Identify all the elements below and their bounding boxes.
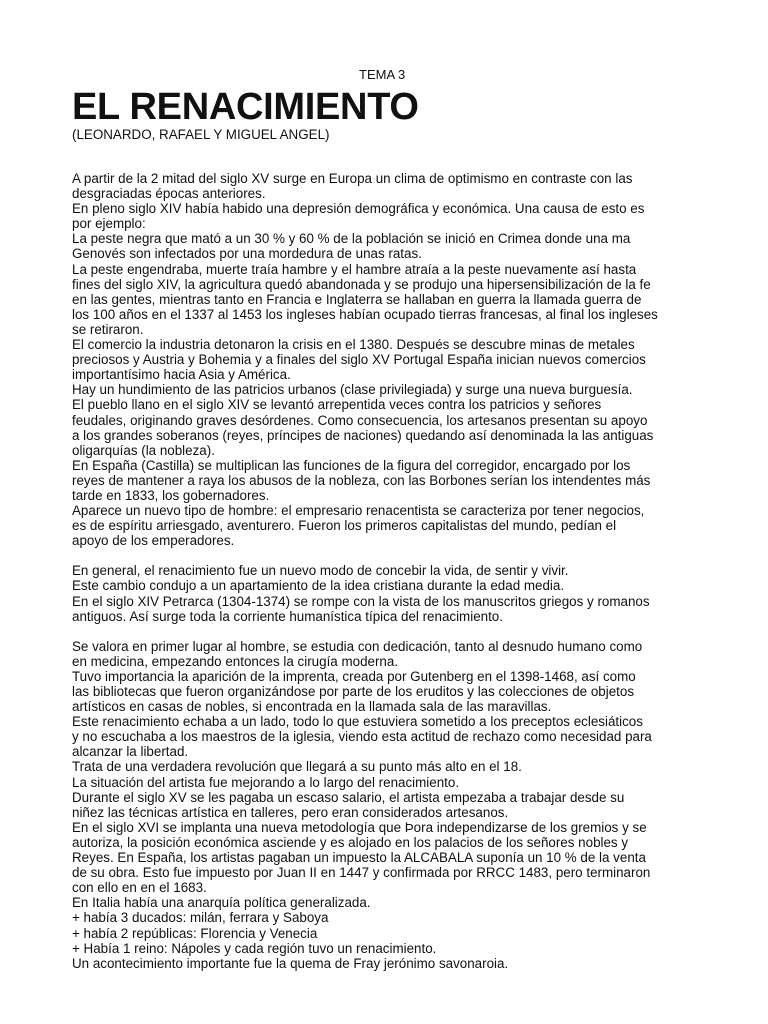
text-line: las bibliotecas que fueron organizándose por parte de los eruditos y las colecciones de objetos	[72, 684, 635, 699]
text-line: tarde en 1833, los gobernadores.	[72, 487, 270, 503]
text-line: El comercio la industria detonaron la crisis en el 1380. Después se descubre minas de metales	[72, 337, 635, 353]
text-line: a los grandes soberanos (reyes, príncipes de naciones) quedando así denominada la las antiguas	[72, 427, 654, 443]
text-line: En pleno siglo XIV había habido una depresión demográfica y económica. Una causa de esto es	[72, 201, 645, 217]
text-line: La peste engendraba, muerte traía hambre y el hambre atraía a la peste nuevamente así hasta	[72, 261, 637, 277]
paragraph-gap	[72, 548, 702, 563]
text-line: Durante el siglo XV se les pagaba un escaso salario, el artista empezaba a trabajar desde su	[72, 789, 625, 805]
text-line: artísticos en casas de nobles, si encontrada en la llamada sala de las maravillas.	[72, 699, 552, 715]
text-line: Genovés son infectados por una mordedura de unas ratas.	[72, 246, 422, 262]
text-line: alcanzar la libertad.	[72, 744, 189, 760]
text-line: En España (Castilla) se multiplican las funciones de la figura del corregidor, encargado por los	[72, 457, 631, 473]
text-line: se retiraron.	[72, 321, 144, 337]
text-line: La situación del artista fue mejorando a lo largo del renacimiento.	[72, 774, 460, 790]
text-line: En el siglo XIV Petrarca (1304-1374) se rompe con la vista de los manuscritos griegos y romanos	[72, 593, 650, 609]
text-line: En general, el renacimiento fue un nuevo modo de concebir la vida, de sentir y vivir.	[72, 563, 569, 579]
text-line: desgraciadas épocas anteriores.	[72, 186, 266, 202]
text-line: En el siglo XVI se implanta una nueva metodología que Þora independizarse de los gremios y se	[72, 819, 647, 835]
text-line: de su obra. Esto fue impuesto por Juan II en 1447 y confirmada por RRCC 1483, pero terminaron	[72, 865, 651, 881]
text-line: + había 2 repúblicas: Florencia y Venecia	[72, 925, 318, 941]
text-line: Hay un hundimiento de las patricios urbanos (clase privilegiada) y surge una nueva burguesía.	[72, 382, 633, 398]
text-line: importantísimo hacia Asia y América.	[72, 367, 291, 383]
text-line: reyes de mantener a raya los abusos de la nobleza, con las Borbones serían los intendentes más	[72, 472, 651, 488]
text-line: Se valora en primer lugar al hombre, se estudia con dedicación, tanto al desnudo humano como	[72, 638, 643, 654]
text-line: Este cambio condujo a un apartamiento de la idea cristiana durante la edad media.	[72, 578, 565, 594]
document-subtitle: (LEONARDO, RAFAEL Y MIGUEL ANGEL)	[72, 127, 330, 142]
text-line: niñez las técnicas artística en talleres, pero eran considerados artesanos.	[72, 804, 509, 820]
text-line: Este renacimiento echaba a un lado, todo lo que estuviera sometido a los preceptos eclesiáticos	[72, 714, 643, 730]
text-line: los 100 años en el 1337 al 1453 los ingleses habían ocupado tierras francesas, al final los ingleses	[72, 306, 658, 322]
text-line: Aparece un nuevo tipo de hombre: el empresario renacentista se caracteriza por tener negocios,	[72, 503, 645, 519]
text-line: apoyo de los emperadores.	[72, 533, 235, 549]
text-line: A partir de la 2 mitad del siglo XV surge en Europa un clima de optimismo en contraste con las	[72, 171, 633, 186]
text-line: en medicina, empezando entonces la cirugía moderna.	[72, 653, 399, 669]
text-line: es de espíritu arriesgado, aventurero. Fueron los primeros capitalistas del mundo, pedían el	[72, 518, 617, 534]
text-line: fines del siglo XIV, la agricultura quedó abandonada y se produjo una hipersensibilización de la fe	[72, 276, 651, 292]
body-paragraph	[72, 171, 702, 548]
text-line: antiguos. Así surge toda la corriente humanística típica del renacimiento.	[72, 608, 503, 624]
text-line: oligarquías (la nobleza).	[72, 442, 215, 458]
text-line: La peste negra que mató a un 30 % y 60 % de la población se inició en Crimea donde una ma	[72, 231, 631, 247]
text-line: feudales, originando graves desórdenes. Como consecuencia, los artesanos presentan su apoyo	[72, 412, 648, 428]
text-line: Un acontecimiento importante fue la quema de Fray jerónimo savonaroia.	[72, 955, 509, 971]
text-line: Tuvo importancia la aparición de la imprenta, creada por Gutenberg en el 1398-1468, así como	[72, 668, 636, 684]
paragraph-gap	[72, 624, 702, 639]
text-line: + había 3 ducados: milán, ferrara y Saboya	[72, 910, 329, 926]
text-line: En Italia había una anarquía política generalizada.	[72, 895, 371, 911]
document-title: EL RENACIMIENTO	[72, 86, 419, 128]
text-line: + Había 1 reino: Nápoles y cada región tuvo un renacimiento.	[72, 940, 437, 956]
text-line: Trata de una verdadera revolución que llegará a su punto más alto en el 18.	[72, 759, 522, 775]
text-line: y no escuchaba a los maestros de la iglesia, viendo esta actitud de rechazo como necesidad para	[72, 729, 652, 745]
chapter-number: TEMA 3	[359, 67, 406, 82]
text-line: preciosos y Austria y Bohemia y a finales del siglo XV Portugal España inician nuevos comercios	[72, 352, 646, 368]
body-paragraph	[72, 563, 702, 623]
text-line: por ejemplo:	[72, 216, 146, 232]
body-paragraph	[72, 639, 702, 971]
text-line: con ello en en el 1683.	[72, 880, 207, 896]
text-line: autoriza, la posición económica asciende y es alojado en los palacios de los señores nobles y	[72, 834, 629, 850]
text-line: El pueblo llano en el siglo XIV se levantó arrepentida veces contra los patricios y señores	[72, 397, 602, 413]
text-line: Reyes. En España, los artistas pagaban un impuesto la ALCABALA suponía un 10 % de la venta	[72, 850, 646, 866]
text-line: en las gentes, mientras tanto en Francia e Inglaterra se hallaban en guerra la llamada guerra de	[72, 291, 642, 307]
document-body	[72, 171, 702, 971]
